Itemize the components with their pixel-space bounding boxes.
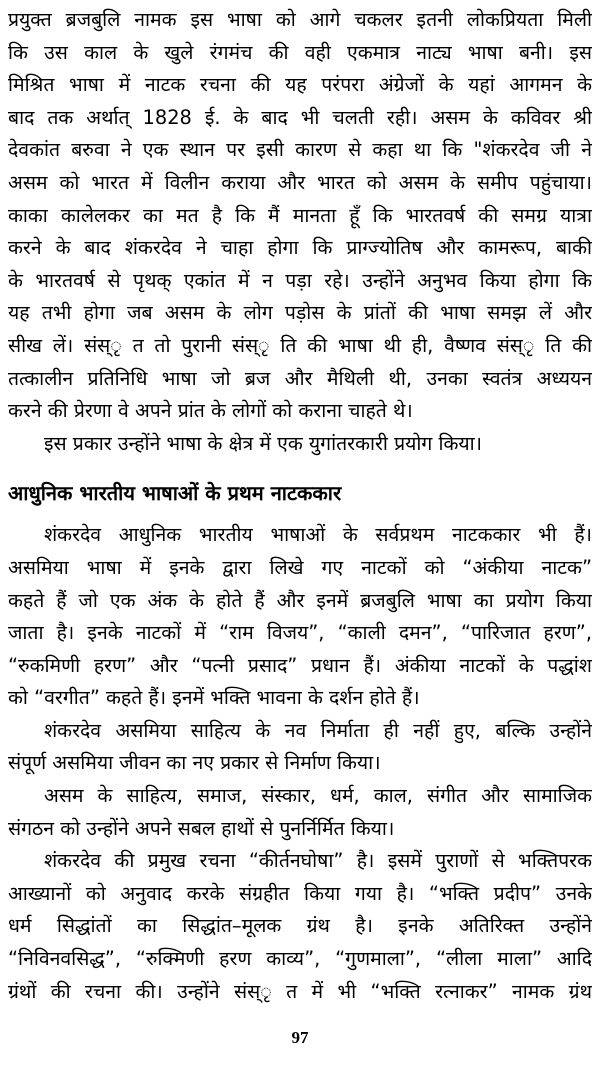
- paragraph-assam-society: [8, 780, 592, 845]
- paragraph-new-creator: [8, 715, 592, 780]
- text-line: कहते हैं जो एक अंक के होते हैं और इनमें ब्रजबुलि भाषा का प्रयोग किया: [8, 588, 592, 612]
- spacer: [8, 460, 592, 473]
- text-line: आख्यानों को अनुवाद करके संग्रहीत किया गया है। “भक्ति प्रदीप” उनके: [8, 881, 592, 905]
- text-line: इस प्रकार उन्होंने भाषा के क्षेत्र में एक युगांतरकारी प्रयोग किया।: [44, 431, 483, 455]
- text-line: “रुकमिणी हरण” और “पत्नी प्रसाद” प्रधान हैं। अंकीया नाटकों के पद्धांश: [8, 653, 592, 677]
- text-line: बाद तक अर्थात् 1828 ई. के बाद भी चलती रही। असम के कविवर श्री: [8, 105, 592, 129]
- page-body: [8, 4, 592, 1008]
- text-line: सीख लें। संस्ृ त तो पुरानी संस्ृ ति की भाषा थी ही, वैष्णव संस्ृ ति की: [8, 333, 592, 357]
- text-line: शंकरदेव की प्रमुख रचना “कीर्तनघोषा” है। इसमें पुराणों से भक्तिपरक: [44, 849, 592, 873]
- paragraph-works: [8, 845, 592, 1008]
- text-line: देवकांत बरुवा ने एक स्थान पर इसी कारण से कहा था कि "शंकरदेव जी ने: [8, 138, 592, 162]
- text-line: तत्कालीन प्रतिनिधि भाषा जो ब्रज और मैथिली थी, उनका स्वतंत्र अध्ययन: [8, 366, 592, 390]
- page-number: 97: [291, 1028, 309, 1047]
- text-line: करने के बाद शंकरदेव ने चाहा होगा कि प्राग्ज्योतिष और कामरूप, बाकी: [8, 236, 592, 260]
- text-line: धर्म सिद्धांतों का सिद्धांत–मूलक ग्रंथ है। इनके अतिरिक्त उन्होंने: [8, 914, 592, 938]
- text-line: असम के साहित्य, समाज, संस्कार, धर्म, काल, संगीत और सामाजिक: [44, 784, 592, 808]
- text-line: प्रयुक्त ब्रजबुलि नामक इस भाषा को आगे चकलर इतनी लोकप्रियता मिली: [8, 8, 592, 31]
- paragraph-intro: [8, 4, 592, 460]
- text-line: शंकरदेव आधुनिक भारतीय भाषाओं के सर्वप्रथम नाटककार भी हैं।: [44, 523, 592, 547]
- text-line: असमिया भाषा में इनके द्वारा लिखे गए नाटकों को “अंकीया नाटक”: [8, 555, 592, 579]
- text-line: काका कालेलकर का मत है कि मैं मानता हूँ कि भारतवर्ष की समग्र यात्रा: [8, 203, 592, 227]
- text-line: असम को भारत में विलीन कराया और भारत को असम के समीप पहुंचाया।: [8, 170, 592, 194]
- text-line: के भारतवर्ष से पृथक् एकांत में न पड़ा रहे। उन्होंने अनुभव किया होगा कि: [8, 268, 592, 292]
- text-line: यह तभी होगा जब असम के लोग पड़ोस के प्रांतों की भाषा समझ लें और: [8, 301, 592, 325]
- text-line: कि उस काल के खुले रंगमंच की वही एकमात्र नाट्य भाषा बनी। इस: [8, 40, 592, 64]
- text-line: जाता है। इनके नाटकों में “राम विजय”, “काली दमन”, “पारिजात हरण”,: [8, 621, 592, 645]
- text-line: संगठन को उन्होंने अपने सबल हाथों से पुनर्निर्मित किया।: [8, 816, 395, 840]
- text-line: संपूर्ण असमिया जीवन का नए प्रकार से निर्माण किया।: [8, 751, 381, 775]
- paragraph-dramatist: [8, 519, 592, 715]
- text-line: करने की प्रेरणा वे अपने प्रांत के लोगों को कराना चाहते थे।: [8, 399, 413, 423]
- section-heading: आधुनिक भारतीय भाषाओं के प्रथम नाटककार: [8, 481, 342, 506]
- text-line: मिश्रित भाषा में नाटक रचना की यह परंपरा अंग्रेजों के यहां आगमन के: [8, 73, 592, 97]
- text-line: शंकरदेव असमिया साहित्य के नव निर्माता ही नहीं हुए, बल्कि उन्होंने: [44, 718, 592, 742]
- text-line: “निविनवसिद्ध”, “रुक्मिणी हरण काव्य”, “गुणमाला”, “लीला माला” आदि: [8, 947, 592, 971]
- text-line: को “वरगीत” कहते हैं। इनमें भक्ति भावना के दर्शन होते हैं।: [8, 686, 420, 710]
- text-line: ग्रंथों की रचना की। उन्होंने संस्ृ त में भी “भक्ति रत्नाकर” नामक ग्रंथ: [8, 979, 592, 1003]
